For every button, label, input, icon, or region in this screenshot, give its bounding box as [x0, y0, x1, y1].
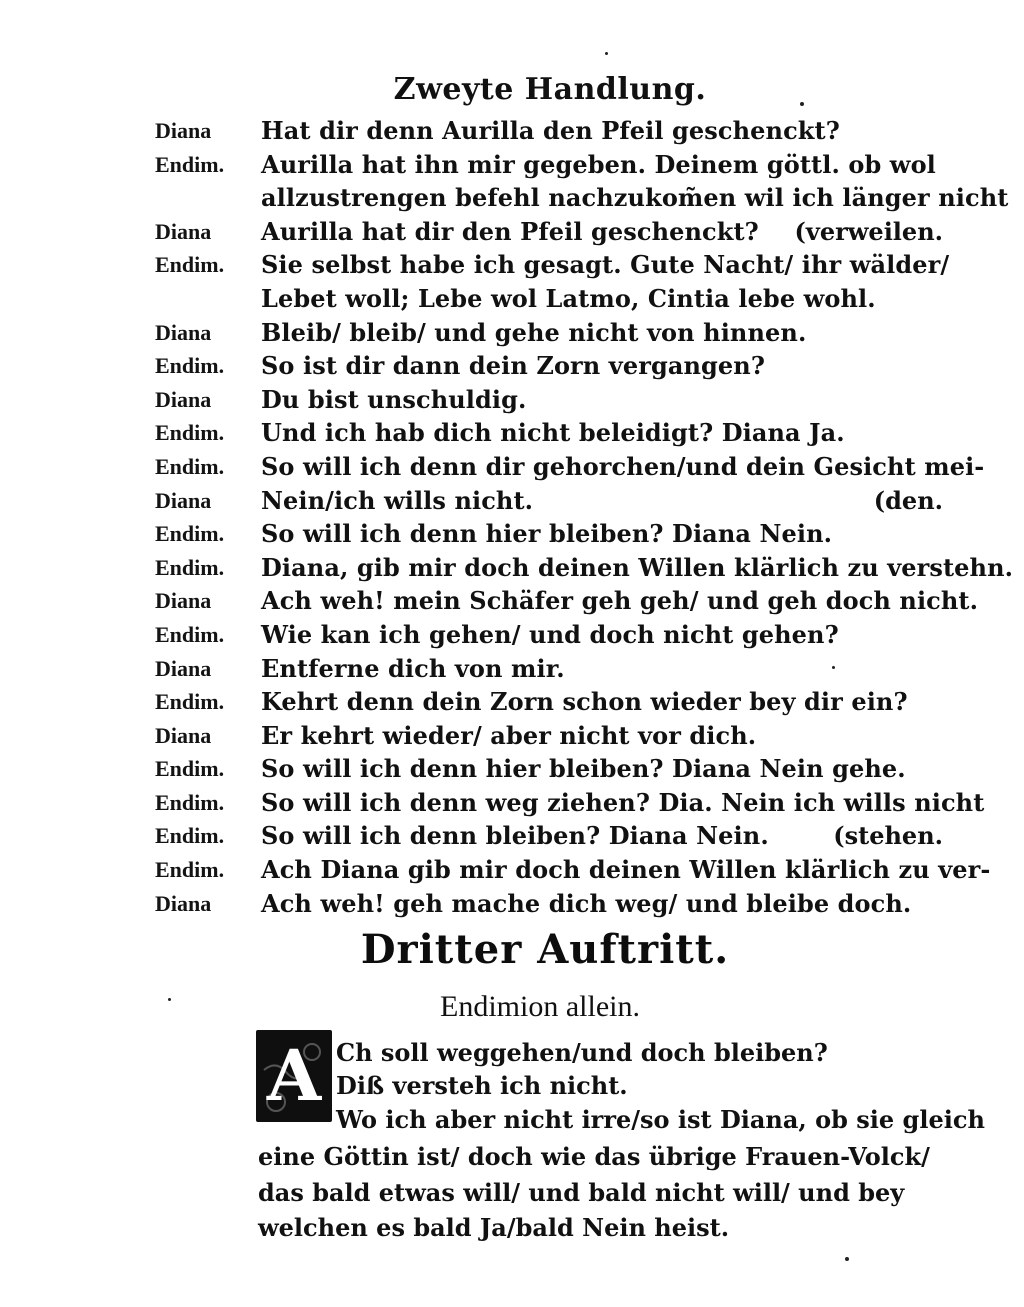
speaker: Endim.	[155, 621, 225, 647]
monologue-line: Ch soll weggehen/und doch bleiben?	[336, 1038, 828, 1067]
dialogue-line	[155, 618, 955, 652]
speech: Aurilla hat ihn mir gegeben. Deinem göttl. ob wol	[261, 149, 936, 179]
speaker: Diana	[155, 588, 212, 614]
speaker: Diana	[155, 487, 212, 513]
speaker: Endim.	[155, 689, 225, 715]
dialogue-line	[155, 652, 955, 686]
speaker: Endim.	[155, 756, 225, 782]
dialogue-line	[155, 484, 955, 518]
dialogue-line	[155, 282, 955, 316]
ink-speck	[845, 1257, 849, 1261]
dialogue-line	[155, 349, 955, 383]
speaker: Diana	[155, 386, 212, 412]
speech: Und ich hab dich nicht beleidigt? Diana Ja.	[261, 418, 845, 448]
speech: Ach weh! geh mache dich weg/ und bleibe doch.	[261, 888, 912, 918]
speech: allzustrengen befehl nachzukom̃en wil ich länger nicht	[261, 183, 1009, 213]
dialogue-line	[155, 215, 955, 249]
ink-speck	[605, 52, 608, 55]
dialogue-line	[155, 148, 955, 182]
speaker: Endim.	[155, 521, 225, 547]
speech: So will ich denn hier bleiben? Diana Nein gehe.	[261, 754, 906, 784]
speech: So will ich denn bleiben? Diana Nein.	[261, 821, 769, 851]
running-head: Zweyte Handlung.	[393, 72, 707, 107]
monologue-line: Diß versteh ich nicht.	[336, 1071, 628, 1100]
speech: Bleib/ bleib/ und gehe nicht von hinnen.	[261, 317, 807, 347]
dropcap-letter: A	[266, 1034, 322, 1117]
monologue-line: welchen es bald Ja/bald Nein heist.	[258, 1213, 730, 1242]
dialogue-line	[155, 752, 955, 786]
scene-title: Dritter Auftritt.	[360, 926, 730, 973]
ink-speck	[832, 666, 835, 669]
dialogue-line	[155, 819, 955, 853]
speaker: Diana	[155, 319, 212, 345]
speaker: Endim.	[155, 823, 225, 849]
dialogue-line	[155, 114, 955, 148]
dialogue-line	[155, 517, 955, 551]
speech: Sie selbst habe ich gesagt. Gute Nacht/ ihr wälder/	[261, 250, 950, 280]
dialogue-line	[155, 853, 991, 887]
turnover: (den.	[873, 485, 943, 515]
dialogue-line	[155, 685, 955, 719]
dialogue-line	[155, 248, 955, 282]
speaker: Endim.	[155, 252, 225, 278]
monologue-line: das bald etwas will/ und bald nicht will/ und bey	[258, 1178, 905, 1207]
speech: Lebet woll; Lebe wol Latmo, Cintia lebe wohl.	[261, 283, 876, 313]
speech: Aurilla hat dir den Pfeil geschenckt?	[261, 216, 759, 246]
speaker: Endim.	[155, 420, 225, 446]
dialogue-line	[155, 181, 1009, 215]
speaker: Endim.	[155, 453, 225, 479]
speech: Diana, gib mir doch deinen Willen klärlich zu verstehn.	[261, 552, 1014, 582]
dialogue-line	[155, 719, 955, 753]
speech: So ist dir dann dein Zorn vergangen?	[261, 351, 766, 381]
monologue-line: eine Göttin ist/ doch wie das übrige Frauen-Volck/	[258, 1142, 930, 1171]
speaker: Endim.	[155, 353, 225, 379]
persons-on-stage: Endimion allein.	[440, 990, 640, 1023]
dialogue-line	[155, 450, 985, 484]
speech: Entferne dich von mir.	[261, 653, 565, 683]
dialogue-block	[155, 114, 1014, 920]
speaker: Diana	[155, 118, 212, 143]
dialogue-line	[155, 887, 955, 921]
speech: Wie kan ich gehen/ und doch nicht gehen?	[261, 619, 839, 649]
speech: So will ich denn weg ziehen? Dia. Nein ich wills nicht	[261, 787, 985, 817]
speaker: Diana	[155, 890, 212, 916]
dialogue-line	[155, 416, 955, 450]
speech: So will ich denn hier bleiben? Diana Nein.	[261, 519, 833, 549]
dialogue-line	[155, 551, 1014, 585]
speech: Er kehrt wieder/ aber nicht vor dich.	[261, 720, 757, 750]
speaker: Diana	[155, 722, 212, 748]
monologue-line: Wo ich aber nicht irre/so ist Diana, ob sie gleich	[336, 1105, 985, 1134]
speaker: Endim.	[155, 789, 225, 815]
speaker: Endim.	[155, 151, 225, 177]
ink-speck	[168, 998, 171, 1001]
speech: Kehrt denn dein Zorn schon wieder bey dir ein?	[261, 687, 908, 717]
speech: Ach Diana gib mir doch deinen Willen klärlich zu ver-	[261, 855, 991, 885]
ink-speck	[800, 102, 804, 106]
turnover: (verweilen.	[794, 216, 943, 246]
speaker: Endim.	[155, 857, 225, 883]
dropcap	[256, 1030, 332, 1122]
dialogue-line	[155, 383, 955, 417]
speech: Du bist unschuldig.	[261, 384, 527, 414]
dialogue-line	[155, 584, 979, 618]
speaker: Diana	[155, 218, 212, 244]
speech: Nein/ich wills nicht.	[261, 485, 534, 515]
dialogue-line	[155, 316, 955, 350]
dialogue-line	[155, 786, 985, 820]
speech: Hat dir denn Aurilla den Pfeil geschenckt?	[261, 116, 840, 145]
speech: Ach weh! mein Schäfer geh geh/ und geh doch nicht.	[261, 586, 979, 616]
speaker: Diana	[155, 655, 212, 681]
turnover: (stehen.	[833, 821, 943, 851]
speech: So will ich denn dir gehorchen/und dein Gesicht mei-	[261, 451, 985, 481]
speaker: Endim.	[155, 554, 225, 580]
